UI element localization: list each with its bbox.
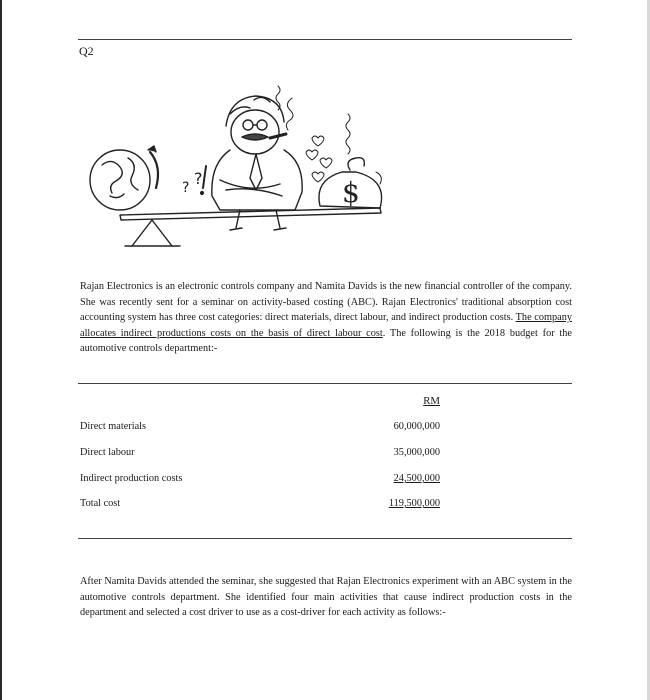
money-bag-icon (319, 158, 382, 209)
table-row-amount: 119,500,000 (388, 498, 440, 509)
page-left-edge (0, 0, 2, 700)
globe-icon (90, 146, 158, 210)
intro-text-end: . The following is the 2018 budget for the automotive controls department:- (80, 327, 572, 355)
hearts-decoration (306, 136, 332, 182)
table-top-divider (78, 383, 572, 384)
table-row-amount: 24,500,000 (393, 473, 440, 484)
table-row-label: Direct labour (80, 447, 135, 458)
businessman-figure (212, 96, 302, 230)
question-mark-icon: ? (182, 180, 190, 196)
top-divider (78, 39, 572, 40)
intro-paragraph (80, 279, 572, 357)
table-row-label: Total cost (80, 498, 121, 509)
question-label: Q2 (79, 44, 94, 58)
table-row-amount: 35,000,000 (393, 447, 440, 458)
dollar-sign-icon: $ (342, 176, 360, 209)
fulcrum-triangle (132, 220, 172, 246)
table-row-amount: 60,000,000 (393, 421, 440, 432)
question-mark-icon: ? (194, 169, 203, 188)
intro-text: Rajan Electronics is an electronic controls company and Namita Davids is the new financial controller of the company. She was recently sent for a seminar on activity-based costing (ABC). Rajan Electronics' traditional absorption cost accounting system has three cost categories: direct materials, direct labour, and indirect production costs. (80, 281, 572, 324)
table-bottom-divider (78, 538, 572, 539)
cartoon-illustration (80, 80, 400, 255)
table-row-label: Indirect production costs (80, 473, 183, 484)
table-row-label: Direct materials (80, 421, 147, 432)
currency-header: RM (423, 395, 440, 407)
intro-underlined-text: The company allocates indirect productions costs on the basis of direct labour cost (80, 312, 573, 339)
followup-paragraph: After Namita Davids attended the seminar, she suggested that Rajan Electronics experiment with an ABC system in the automotive controls department. She identified four main activities that cause indirect production costs in the department and selected a cost driver to use as a cost-driver for each activity as follows:- (80, 576, 572, 619)
